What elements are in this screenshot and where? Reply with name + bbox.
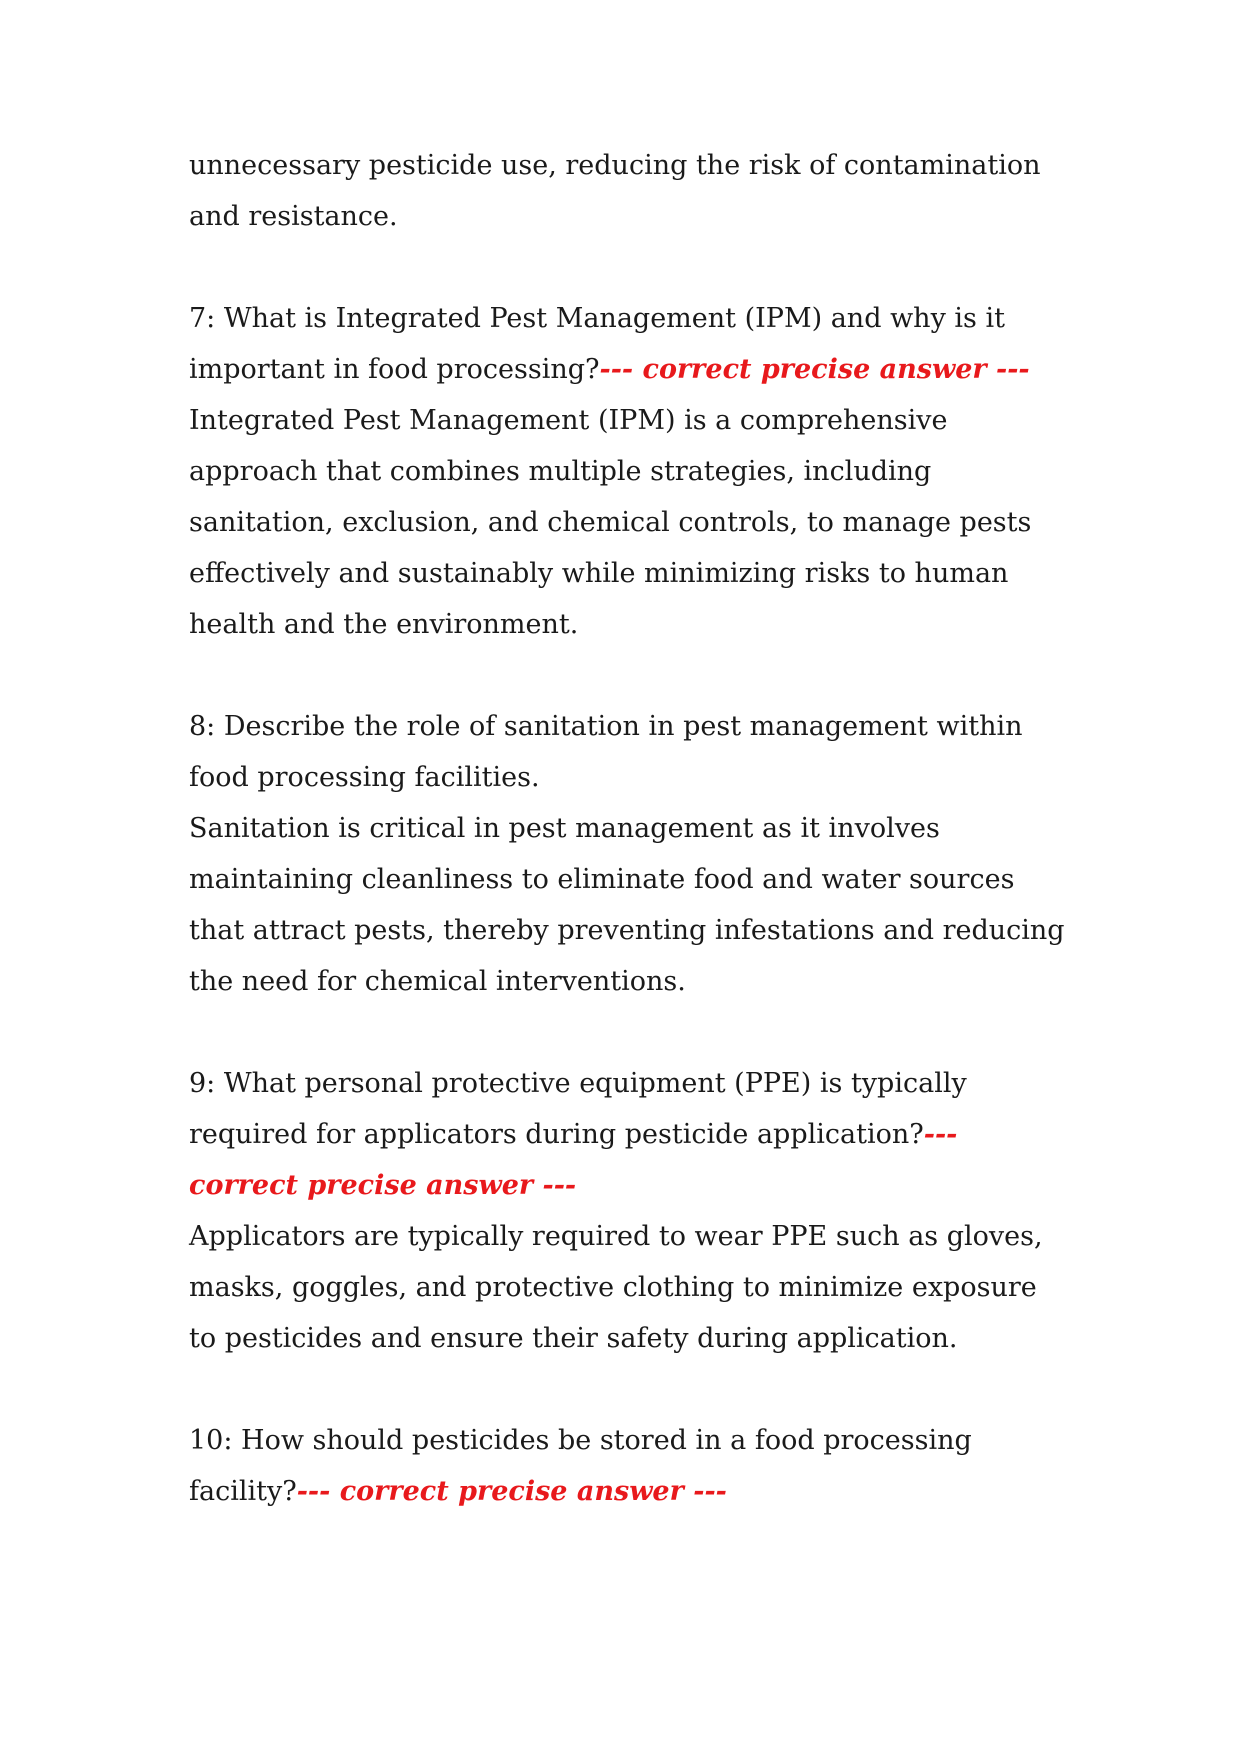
question-7-text bbox=[189, 293, 1069, 395]
answer-7-text: Integrated Pest Management (IPM) is a comprehensive approach that combines multiple strategies, including sanitation, exclusion, and chemical controls, to manage pests effectively and sustainably while minimizing risks to human health and the environment. bbox=[189, 405, 1032, 640]
question-10 bbox=[189, 1415, 1069, 1517]
continuation-text bbox=[189, 140, 1069, 242]
question-9 bbox=[189, 1058, 1069, 1364]
question-8 bbox=[189, 701, 1069, 1007]
question-9-prompt: 9: What personal protective equipment (PPE) is typically required for applicators during pesticide application? bbox=[189, 1068, 967, 1150]
question-10-text bbox=[189, 1415, 1069, 1517]
question-8-text: 8: Describe the role of sanitation in pest management within food processing facilities. bbox=[189, 711, 1023, 793]
continuation-body: unnecessary pesticide use, reducing the risk of contamination and resistance. bbox=[189, 150, 1041, 232]
continuation-paragraph bbox=[189, 140, 1069, 242]
question-7-prompt: 7: What is Integrated Pest Management (IPM) and why is it important in food processing? bbox=[189, 303, 1005, 385]
question-10-prompt: 10: How should pesticides be stored in a food processing facility? bbox=[189, 1425, 972, 1507]
answer-marker: --- correct precise answer --- bbox=[189, 1119, 958, 1201]
answer-marker: --- correct precise answer --- bbox=[599, 354, 1030, 385]
question-9-text bbox=[189, 1058, 1069, 1211]
answer-9-text: Applicators are typically required to wear PPE such as gloves, masks, goggles, and protective clothing to minimize exposure to pesticides and ensure their safety during application. bbox=[189, 1221, 1043, 1354]
document-page bbox=[189, 140, 1069, 1568]
answer-marker: --- correct precise answer --- bbox=[296, 1476, 727, 1507]
answer-8-text: Sanitation is critical in pest management as it involves maintaining cleanliness to eliminate food and water sources that attract pests, thereby preventing infestations and reducing the need for chemical interventions. bbox=[189, 813, 1065, 997]
question-7 bbox=[189, 293, 1069, 650]
